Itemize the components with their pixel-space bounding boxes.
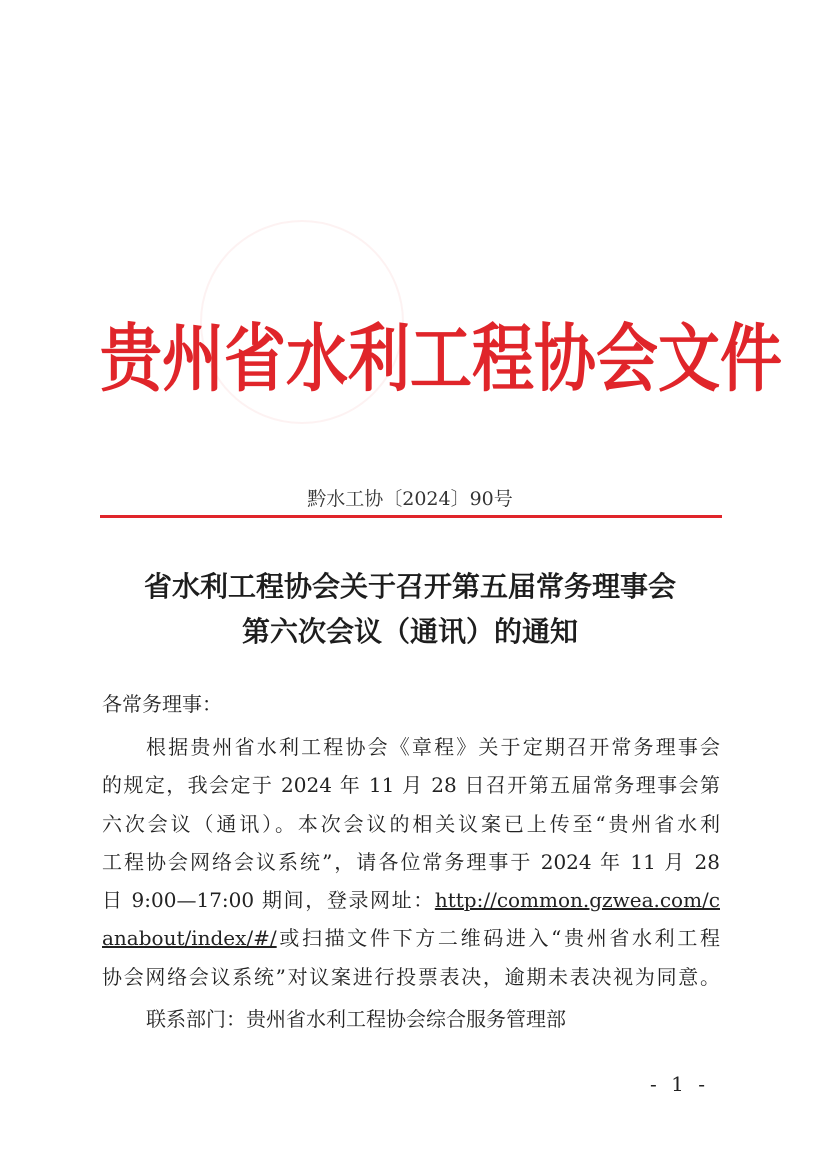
red-divider-line	[100, 515, 722, 518]
body-line-text: 日 9:00—17:00 期间，登录网址：	[102, 888, 435, 913]
notice-title-line-1: 省水利工程协会关于召开第五届常务理事会	[143, 570, 676, 603]
document-header-title: 贵州省水利工程协会文件	[100, 315, 783, 402]
body-paragraph	[102, 728, 720, 996]
login-url-link-part2[interactable]: anabout/index/#/	[102, 926, 277, 951]
notice-title-line-2: 第六次会议（通讯）的通知	[241, 615, 578, 648]
login-url-link-part1[interactable]: http://common.gzwea.com/c	[434, 888, 720, 913]
page-number: - 1 -	[650, 1072, 709, 1096]
document-number: 黔水工协〔2024〕90号	[307, 488, 513, 510]
contact-department: 联系部门：贵州省水利工程协会综合服务管理部	[146, 1007, 566, 1031]
body-line-text: 或扫描文件下方二维码进入“贵州省水利工程	[276, 926, 720, 951]
body-line-with-url	[102, 919, 720, 957]
body-line: 工程协会网络会议系统”，请各位常务理事于 2024 年 11 月 28	[102, 849, 720, 874]
body-line: 协会网络会议系统”对议案进行投票表决，逾期未表决视为同意。	[102, 964, 720, 989]
body-line: 六次会议（通讯）。本次会议的相关议案已上传至“贵州省水利	[102, 811, 720, 836]
body-line: 根据贵州省水利工程协会《章程》关于定期召开常务理事会	[146, 735, 720, 759]
body-line-with-url	[102, 881, 720, 919]
salutation: 各常务理事：	[102, 692, 222, 716]
body-line: 的规定，我会定于 2024 年 11 月 28 日召开第五届常务理事会第	[102, 773, 720, 798]
